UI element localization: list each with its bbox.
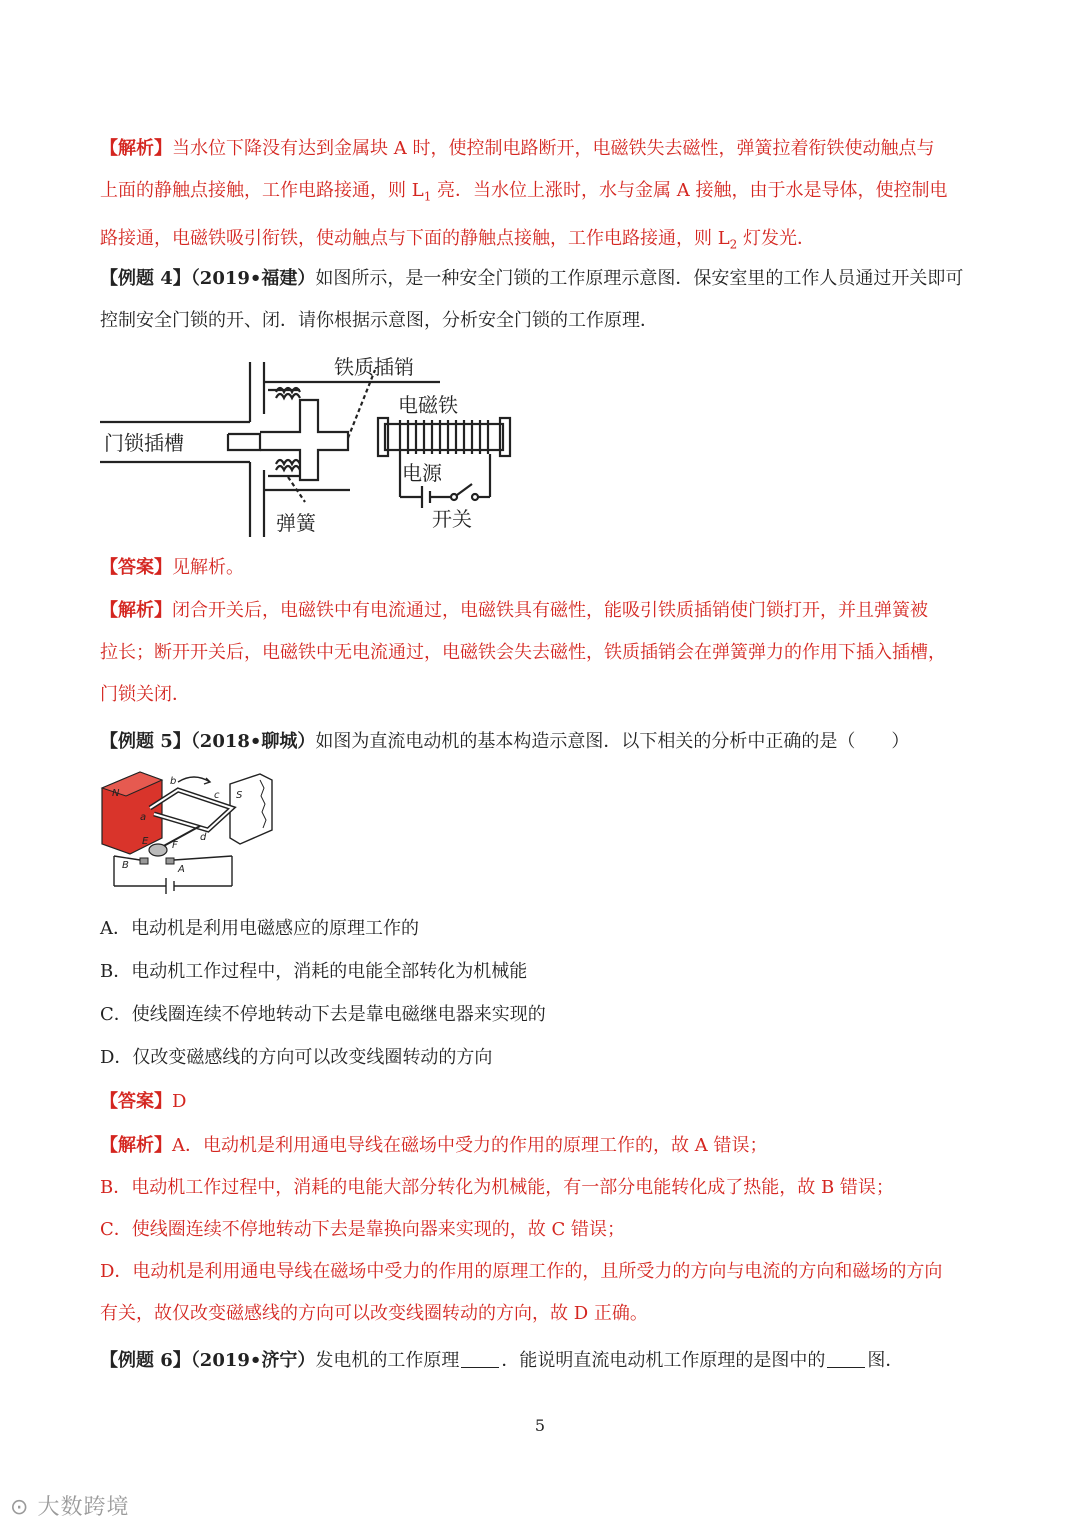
example-source: （2019•济宁） bbox=[190, 1350, 316, 1371]
analysis-text: 亮．当水位上涨时，水与金属 A 接触，由于水是导体，使控制电 bbox=[431, 180, 948, 201]
label-s: S bbox=[236, 790, 243, 801]
label-n: N bbox=[112, 788, 120, 799]
label-f: F bbox=[172, 840, 178, 851]
door-lock-diagram bbox=[100, 352, 520, 546]
label-b: b bbox=[170, 776, 177, 787]
analysis-tag: 【解析】 bbox=[100, 1135, 172, 1156]
example-tag: 【例题 6】 bbox=[100, 1350, 191, 1371]
answer-text: 见解析。 bbox=[172, 557, 244, 578]
question-text: 如图所示，是一种安全门锁的工作原理示意图．保安室里的工作人员通过开关即可 bbox=[315, 268, 964, 289]
analysis-text: 门锁关闭． bbox=[100, 684, 190, 705]
label-a: a bbox=[140, 812, 147, 823]
example-source: （2018•聊城） bbox=[190, 731, 316, 752]
label-d: d bbox=[200, 832, 207, 843]
analysis-text: A．电动机是利用通电导线在磁场中受力的作用的原理工作的，故 A 错误； bbox=[172, 1135, 768, 1156]
label-e: E bbox=[142, 836, 149, 847]
answer-tag: 【答案】 bbox=[100, 557, 172, 578]
analysis-text: 拉长；断开开关后，电磁铁中无电流通过，电磁铁会失去磁性，铁质插销会在弹簧弹力的作用下插入插槽， bbox=[100, 642, 946, 663]
option-a: A．电动机是利用电磁感应的原理工作的 bbox=[100, 918, 419, 939]
analysis-text: 路接通，电磁铁吸引衔铁，使动触点与下面的静触点接触，工作电路接通，则 L bbox=[100, 227, 730, 249]
example-4-question bbox=[100, 258, 985, 342]
analysis-text: 有关，故仅改变磁感线的方向可以改变线圈转动的方向，故 D 正确。 bbox=[100, 1303, 648, 1324]
analysis-text: B．电动机工作过程中，消耗的电能大部分转化为机械能，有一部分电能转化成了热能，故 B 错误； bbox=[100, 1177, 894, 1198]
watermark-logo bbox=[10, 1490, 129, 1521]
analysis-block-1 bbox=[100, 128, 985, 265]
watermark-icon: ⊙ bbox=[10, 1495, 38, 1520]
option-c: C．使线圈连续不停地转动下去是靠电磁继电器来实现的 bbox=[100, 1004, 546, 1025]
analysis-text: 上面的静触点接触，工作电路接通，则 L bbox=[100, 180, 424, 201]
label-c: c bbox=[214, 790, 220, 801]
analysis-text: D．电动机是利用通电导线在磁场中受力的作用的原理工作的，且所受力的方向与电流的方向和磁场的方向 bbox=[100, 1261, 943, 1282]
answer-text: D bbox=[172, 1091, 187, 1112]
label-bb: B bbox=[122, 860, 129, 871]
example-6-question bbox=[100, 1346, 903, 1376]
question-text: 如图为直流电动机的基本构造示意图．以下相关的分析中正确的是（ ） bbox=[315, 731, 910, 752]
subscript: 1 bbox=[423, 189, 432, 204]
question-text: 控制安全门锁的开、闭．请你根据示意图，分析安全门锁的工作原理． bbox=[100, 310, 658, 331]
option-d: D．仅改变磁感线的方向可以改变线圈转动的方向 bbox=[100, 1047, 493, 1068]
label-bolt: 铁质插销 bbox=[334, 355, 414, 379]
example-tag: 【例题 5】 bbox=[100, 731, 191, 752]
option-b: B．电动机工作过程中，消耗的电能全部转化为机械能 bbox=[100, 961, 528, 982]
analysis-text: 当水位下降没有达到金属块 A 时，使控制电路断开，电磁铁失去磁性，弹簧拉着衔铁使动触点与 bbox=[172, 138, 935, 159]
analysis-text: 灯发光． bbox=[737, 227, 816, 249]
question-text: ．能说明直流电动机工作原理的是图中的 bbox=[501, 1350, 826, 1371]
example-5-question bbox=[100, 727, 909, 757]
label-slot: 门锁插槽 bbox=[104, 431, 184, 455]
subscript: 2 bbox=[729, 237, 738, 252]
label-magnet: 电磁铁 bbox=[398, 393, 458, 417]
analysis-text: 闭合开关后，电磁铁中有电流通过，电磁铁具有磁性，能吸引铁质插销使门锁打开，并且弹簧被 bbox=[172, 600, 928, 621]
answer-blank[interactable] bbox=[827, 1349, 865, 1368]
analysis-tag: 【解析】 bbox=[100, 600, 172, 621]
answer-tag: 【答案】 bbox=[100, 1091, 172, 1112]
example-5-analysis bbox=[100, 1125, 985, 1335]
analysis-text: C．使线圈连续不停地转动下去是靠换向器来实现的，故 C 错误； bbox=[100, 1219, 625, 1240]
label-switch: 开关 bbox=[432, 507, 472, 531]
example-4-analysis bbox=[100, 590, 985, 716]
example-tag: 【例题 4】 bbox=[100, 268, 191, 289]
watermark-text: 大数跨境 bbox=[37, 1495, 130, 1520]
example-4-answer bbox=[100, 553, 244, 583]
page-number: 5 bbox=[534, 1416, 546, 1435]
example-5-answer bbox=[100, 1087, 186, 1117]
example-source: （2019•福建） bbox=[190, 268, 316, 289]
answer-blank[interactable] bbox=[461, 1349, 499, 1368]
label-power: 电源 bbox=[402, 461, 442, 485]
dc-motor-diagram bbox=[100, 768, 285, 902]
label-spring: 弹簧 bbox=[276, 511, 316, 535]
analysis-tag: 【解析】 bbox=[100, 138, 172, 159]
question-text: 发电机的工作原理 bbox=[315, 1350, 460, 1371]
question-text: 图． bbox=[867, 1350, 904, 1371]
label-aa: A bbox=[178, 864, 185, 875]
